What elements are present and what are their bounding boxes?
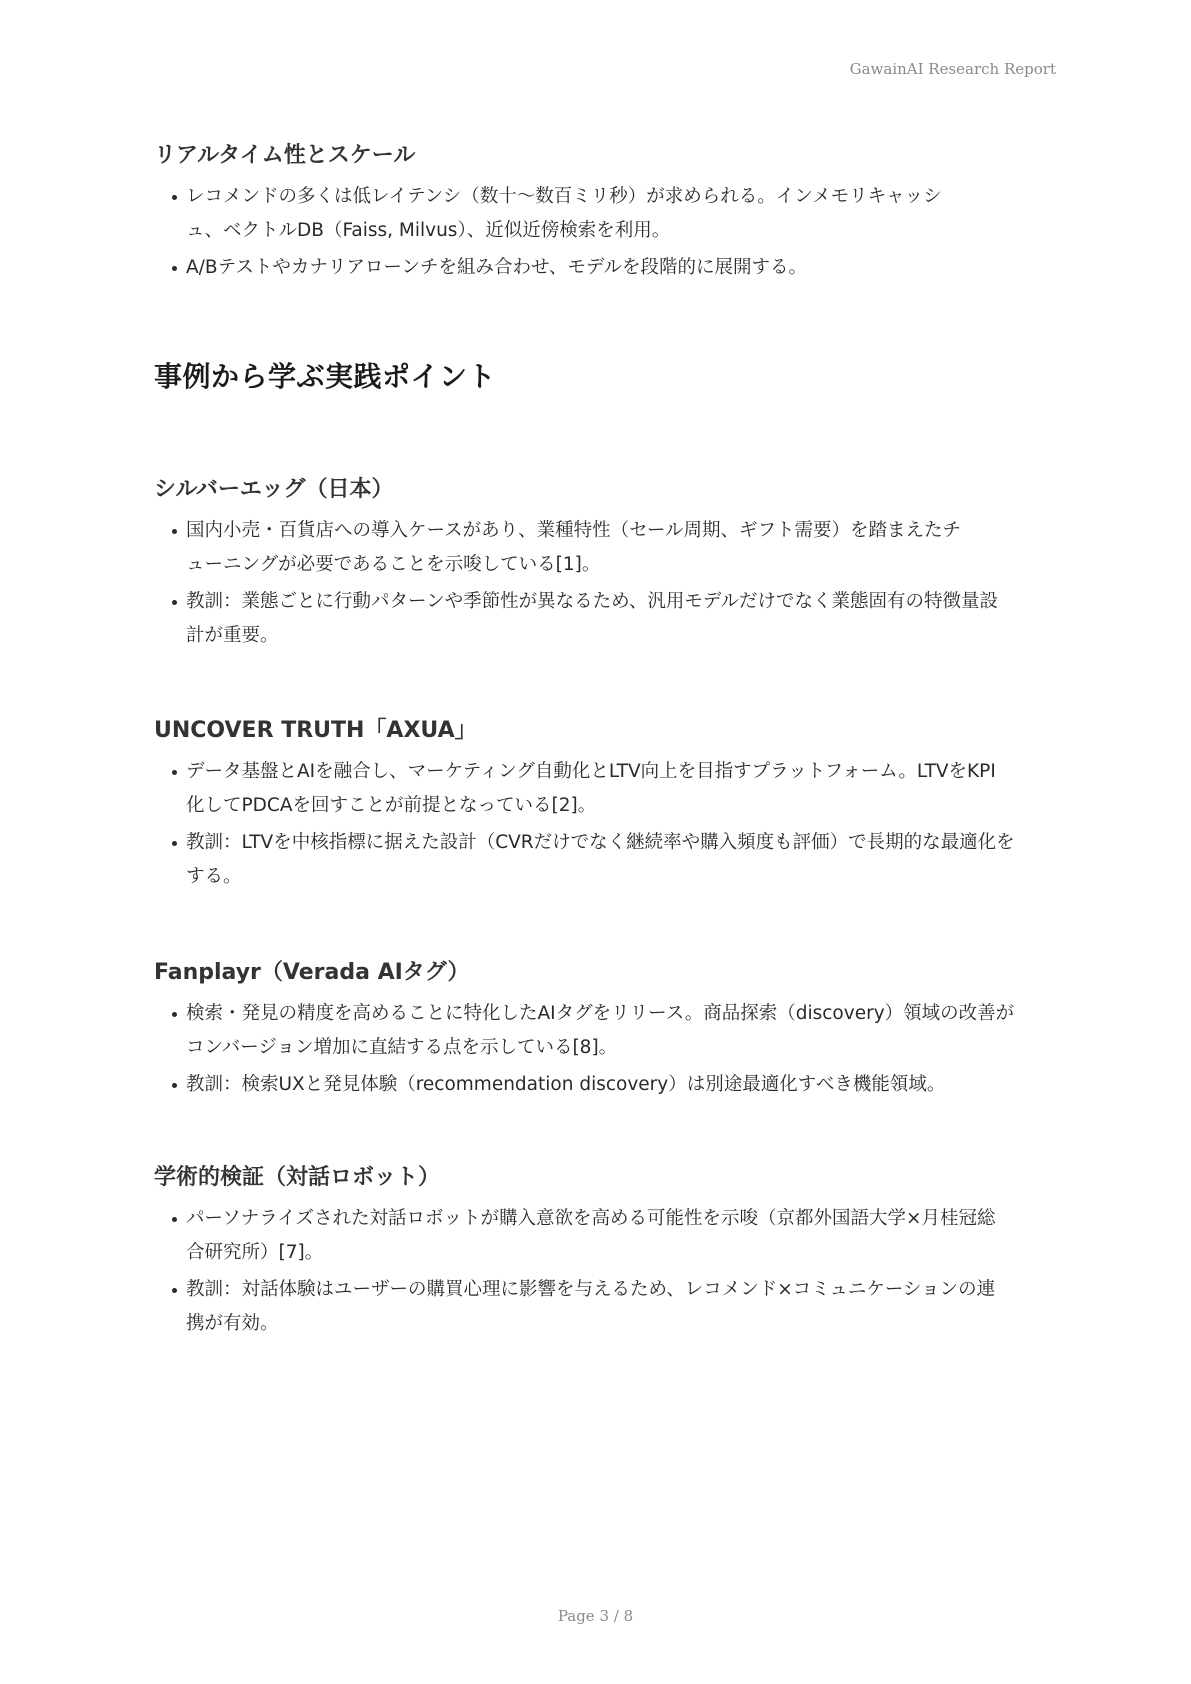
page-number: Page 3 / 8 [557,1607,634,1625]
bullet-list-uncover-truth [172,755,1032,897]
running-header: GawainAI Research Report [849,60,1056,78]
list-item: 検索・発見の精度を高めることに特化したAIタグをリリース。商品探索（discovery）領域の改善がコンバージョン増加に直結する点を示している[8]。 [172,997,1017,1065]
bullet-list-fanplayr [172,997,1032,1105]
list-item: 国内小売・百貨店への導入ケースがあり、業種特性（セール周期、ギフト需要）を踏まえたチューニングが必要であることを示唆している[1]。 [172,514,972,582]
list-item: データ基盤とAIを融合し、マーケティング自動化とLTV向上を目指すプラットフォーム。LTVをKPI化してPDCAを回すことが前提となっている[2]。 [172,755,1007,823]
heading-fanplayr: Fanplayr（Verada AIタグ） [154,960,470,985]
heading-uncover-truth-axua: UNCOVER TRUTH「AXUA」 [154,718,477,743]
list-item: A/Bテストやカナリアローンチを組み合わせ、モデルを段階的に展開する。 [172,251,1032,285]
list-item: パーソナライズされた対話ロボットが購入意欲を高める可能性を示唆（京都外国語大学×月桂冠総合研究所）[7]。 [172,1202,1007,1270]
heading-academic-validation: 学術的検証（対話ロボット） [154,1165,441,1190]
list-item: 教訓：対話体験はユーザーの購買心理に影響を与えるため、レコメンド×コミュニケーションの連携が有効。 [172,1273,1007,1341]
list-item: レコメンドの多くは低レイテンシ（数十〜数百ミリ秒）が求められる。インメモリキャッシュ、ベクトルDB（Faiss, Milvus）、近似近傍検索を利用。 [172,180,952,248]
bullet-list-academic-validation [172,1202,1032,1344]
heading-realtime-scale: リアルタイム性とスケール [154,143,416,168]
bullet-list-realtime-scale [172,180,1032,288]
list-item: 教訓：業態ごとに行動パターンや季節性が異なるため、汎用モデルだけでなく業態固有の特徴量設計が重要。 [172,585,1007,653]
heading-silver-egg: シルバーエッグ（日本） [154,477,394,502]
heading-case-study-practical-points: 事例から学ぶ実践ポイント [154,360,497,393]
list-item: 教訓：LTVを中核指標に据えた設計（CVRだけでなく継続率や購入頻度も評価）で長期的な最適化をする。 [172,826,1017,894]
list-item: 教訓：検索UXと発見体験（recommendation discovery）は別途最適化すべき機能領域。 [172,1068,1032,1102]
bullet-list-silver-egg [172,514,1032,656]
